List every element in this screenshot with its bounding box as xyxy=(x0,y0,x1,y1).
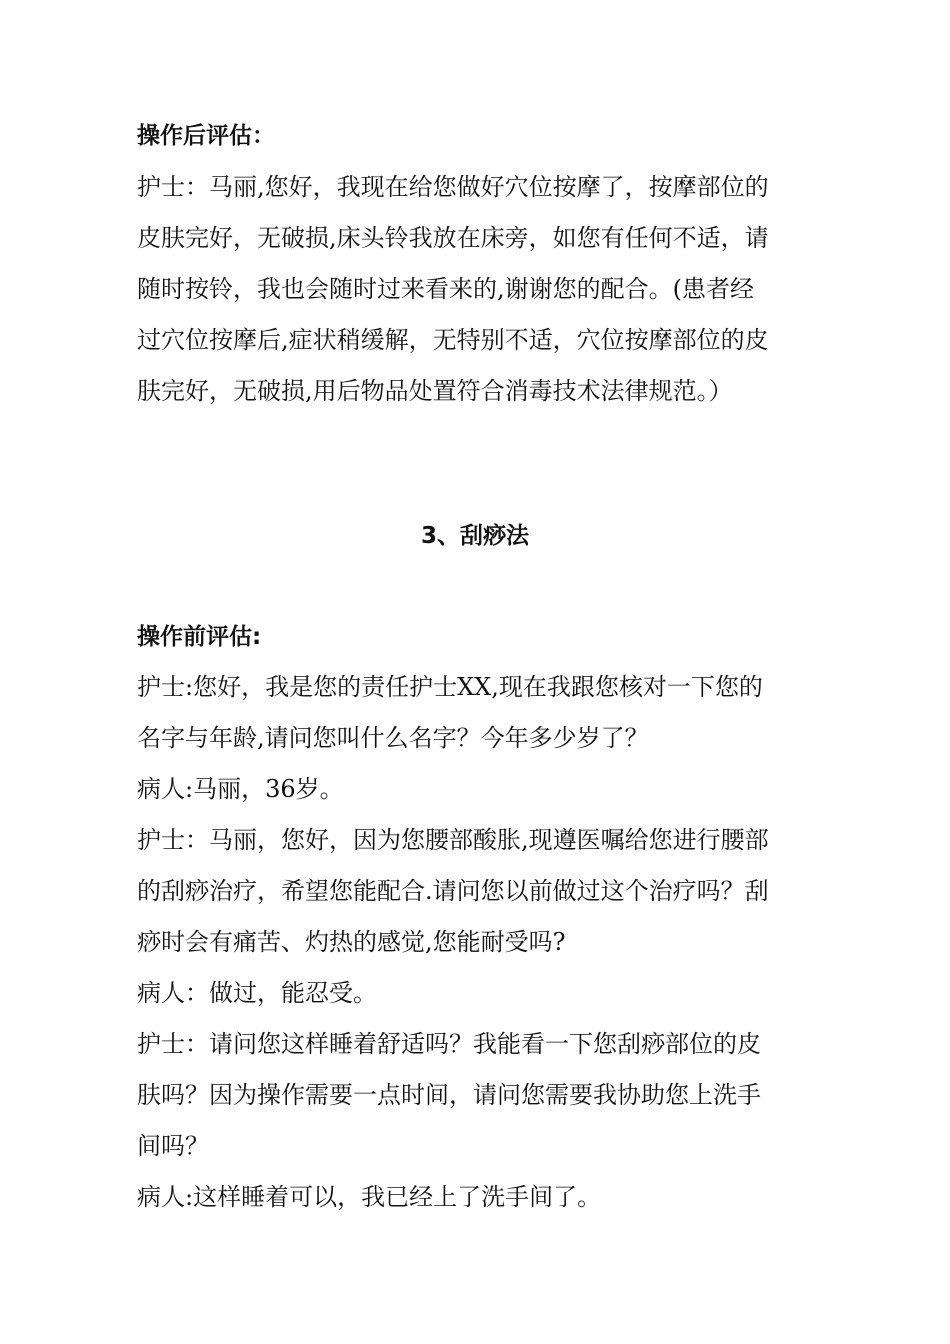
post-assessment-heading: 操作后评估： xyxy=(137,123,275,149)
pre-assessment-line: 护士：马丽，您好，因为您腰部酸胀,现遵医嘱给您进行腰部 xyxy=(137,826,769,854)
pre-assessment-line: 病人:马丽，36岁。 xyxy=(137,775,344,803)
pre-assessment-line: 名字与年龄,请问您叫什么名字？今年多少岁了？ xyxy=(137,724,649,752)
pre-assessment-line: 护士:您好，我是您的责任护士XX,现在我跟您核对一下您的 xyxy=(137,673,763,701)
post-assessment-line: 护士：马丽,您好，我现在给您做好穴位按摩了，按摩部位的 xyxy=(137,173,769,201)
pre-assessment-line: 间吗？ xyxy=(137,1132,209,1160)
pre-assessment-line: 病人：做过，能忍受。 xyxy=(137,979,377,1007)
post-assessment-line: 皮肤完好，无破损,床头铃我放在床旁，如您有任何不适，请 xyxy=(137,224,769,252)
section-title: 3、刮痧法 xyxy=(420,523,529,549)
pre-assessment-heading: 操作前评估: xyxy=(137,624,262,650)
pre-assessment-line: 肤吗？因为操作需要一点时间，请问您需要我协助您上洗手 xyxy=(137,1081,761,1109)
post-assessment-line: 肤完好，无破损,用后物品处置符合消毒技术法律规范。） xyxy=(137,377,733,405)
pre-assessment-line: 的刮痧治疗，希望您能配合.请问您以前做过这个治疗吗？刮 xyxy=(137,877,769,905)
pre-assessment-line: 痧时会有痛苦、灼热的感觉,您能耐受吗? xyxy=(137,928,566,956)
pre-assessment-line: 病人:这样睡着可以，我已经上了洗手间了。 xyxy=(137,1183,602,1211)
post-assessment-line: 过穴位按摩后,症状稍缓解，无特别不适，穴位按摩部位的皮 xyxy=(137,326,769,354)
pre-assessment-line: 护士：请问您这样睡着舒适吗？我能看一下您刮痧部位的皮 xyxy=(137,1030,761,1058)
post-assessment-line: 随时按铃，我也会随时过来看来的,谢谢您的配合。(患者经 xyxy=(137,275,754,303)
